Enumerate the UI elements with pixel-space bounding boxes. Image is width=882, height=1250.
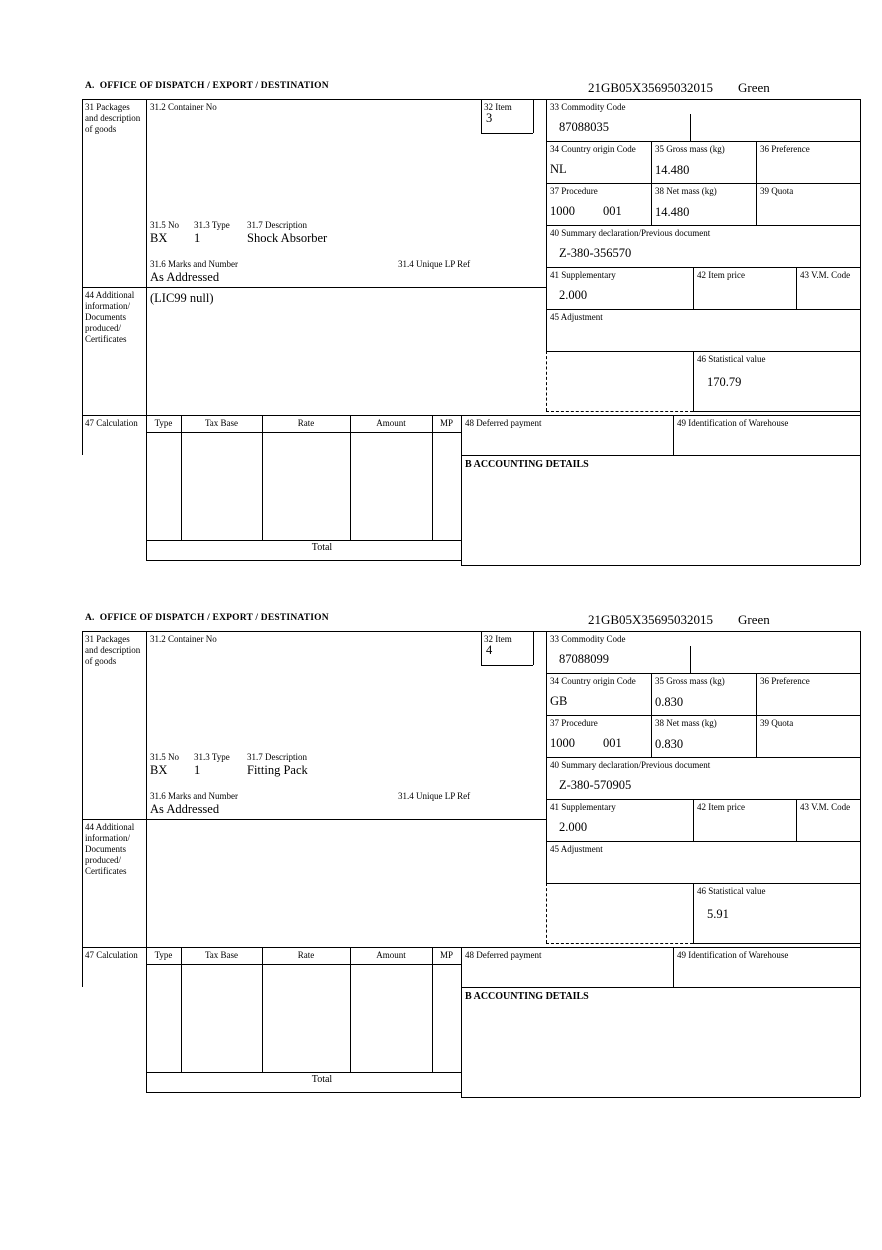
gross-mass-value: 0.830 [655,695,684,709]
form-border-line [146,415,147,560]
form-border-line [146,631,147,947]
calc-col-rate: Rate [297,418,315,428]
item-number-value: 4 [486,643,493,657]
form-border-line [693,799,694,841]
form-border-line [82,819,546,820]
form-border-line [673,947,674,987]
form-border-line [860,99,861,565]
form-border-line [146,947,147,1092]
supplementary-units-value: 2.000 [559,288,588,302]
box31-6-label: 31.6 Marks and Number [150,259,238,269]
country-origin-value: NL [550,162,567,176]
form-border-line [481,665,533,666]
box32-label: 32 Item [484,634,512,644]
box31-2-label: 31.2 Container No [150,634,217,644]
box37-label: 37 Procedure [550,718,598,728]
form-border-line [82,415,860,416]
form-border-line [693,267,694,309]
declaration-item-section-1 [82,80,862,580]
box31-2-label: 31.2 Container No [150,102,217,112]
form-border-line [82,631,83,987]
calc-col-mp: MP [439,950,453,960]
accounting-details-label: B ACCOUNTING DETAILS [465,459,589,470]
form-border-line [82,947,860,948]
box42-label: 42 Item price [697,270,745,280]
form-border-line [756,673,757,757]
form-border-line [82,99,860,100]
box48-label: 48 Deferred payment [465,418,542,428]
form-border-line [146,99,147,415]
form-border-line [693,351,694,411]
form-border-line [82,287,546,288]
box36-label: 36 Preference [760,676,810,686]
form-dashed-line [546,883,547,943]
form-border-line [651,141,652,225]
net-mass-value: 0.830 [655,737,684,751]
form-border-line [673,415,674,455]
routing-status: Green [738,612,770,627]
calc-col-type: Type [154,950,173,960]
box40-label: 40 Summary declaration/Previous document [550,760,711,770]
form-border-line [546,309,860,310]
procedure-value: 1000 [550,736,575,750]
box41-label: 41 Supplementary [550,270,616,280]
form-border-line [693,883,694,943]
box31-3-label: 31.3 Type [194,220,230,230]
form-border-line [546,267,860,268]
box47-label: 47 Calculation [85,950,138,960]
form-border-line [546,841,860,842]
package-code-value: BX [150,763,168,777]
procedure-ext-value: 001 [603,736,622,750]
movement-reference-number: 21GB05X35695032015 [588,80,713,95]
form-border-line [146,964,461,965]
form-border-line [262,947,263,1072]
box31-3-label: 31.3 Type [194,752,230,762]
form-dashed-line [546,943,693,944]
box31-5-label: 31.5 No [150,220,179,230]
calc-total-label: Total [311,1074,333,1085]
form-border-line [796,267,797,309]
box43-label: 43 V.M. Code [800,802,851,812]
box31-4-label: 31.4 Unique LP Ref [398,259,471,269]
commodity-code-divider-tick [690,646,691,673]
form-border-line [533,99,534,133]
form-border-line [146,560,461,561]
procedure-value: 1000 [550,204,575,218]
box33-label: 33 Commodity Code [550,102,626,112]
previous-document-value: Z-380-356570 [559,246,632,260]
accounting-details-label: B ACCOUNTING DETAILS [465,991,589,1002]
form-border-line [82,99,83,455]
movement-reference-number: 21GB05X35695032015 [588,612,713,627]
form-border-line [546,673,860,674]
box32-label: 32 Item [484,102,512,112]
form-border-line [546,883,860,884]
form-border-line [181,947,182,1072]
form-border-line [146,1092,461,1093]
item-number-value: 3 [486,111,493,125]
form-border-line [756,141,757,225]
form-border-line [146,432,461,433]
box31-label: 31 Packages and description of goods [85,102,141,134]
calc-col-type: Type [154,418,173,428]
commodity-code-value: 87088099 [559,652,609,666]
form-border-line [546,351,860,352]
box39-label: 39 Quota [760,718,794,728]
calc-col-tax-base: Tax Base [204,950,239,960]
form-border-line [146,1072,461,1073]
package-code-value: BX [150,231,168,245]
form-border-line [461,1097,860,1098]
calc-col-amount: Amount [376,950,406,960]
form-border-line [546,799,860,800]
procedure-ext-value: 001 [603,204,622,218]
form-border-line [461,455,860,456]
calc-col-mp: MP [439,418,453,428]
calc-col-tax-base: Tax Base [204,418,239,428]
form-border-line [350,947,351,1072]
form-border-line [461,987,860,988]
package-count-value: 1 [194,763,201,777]
box43-label: 43 V.M. Code [800,270,851,280]
form-dashed-line [546,411,693,412]
box33-label: 33 Commodity Code [550,634,626,644]
form-border-line [546,141,860,142]
box31-6-label: 31.6 Marks and Number [150,791,238,801]
goods-description-value: Shock Absorber [247,231,328,245]
box44-label: 44 Additional information/ Documents produced/ Certificates [85,822,135,876]
form-border-line [651,673,652,757]
form-border-line [146,540,461,541]
net-mass-value: 14.480 [655,205,690,219]
box38-label: 38 Net mass (kg) [655,718,717,728]
box40-label: 40 Summary declaration/Previous document [550,228,711,238]
box38-label: 38 Net mass (kg) [655,186,717,196]
box46-label: 46 Statistical value [697,354,766,364]
box31-7-label: 31.7 Description [247,220,307,230]
box34-label: 34 Country origin Code [550,144,636,154]
box35-label: 35 Gross mass (kg) [655,676,725,686]
office-of-dispatch-heading: A. OFFICE OF DISPATCH / EXPORT / DESTINATION [85,613,329,623]
box41-label: 41 Supplementary [550,802,616,812]
form-border-line [546,715,860,716]
box48-label: 48 Deferred payment [465,950,542,960]
form-border-line [82,631,860,632]
box44-label: 44 Additional information/ Documents produced/ Certificates [85,290,135,344]
form-border-line [461,565,860,566]
statistical-value: 5.91 [707,907,729,921]
form-border-line [481,133,533,134]
commodity-code-value: 87088035 [559,120,609,134]
form-border-line [350,415,351,540]
box31-5-label: 31.5 No [150,752,179,762]
form-border-line [693,411,860,412]
box34-label: 34 Country origin Code [550,676,636,686]
form-border-line [262,415,263,540]
commodity-code-divider-tick [690,114,691,141]
form-border-line [546,757,860,758]
box31-label: 31 Packages and description of goods [85,634,141,666]
marks-value: As Addressed [150,802,220,816]
office-of-dispatch-heading: A. OFFICE OF DISPATCH / EXPORT / DESTINATION [85,81,329,91]
form-dashed-line [546,351,547,411]
routing-status: Green [738,80,770,95]
calc-col-rate: Rate [297,950,315,960]
box39-label: 39 Quota [760,186,794,196]
box49-label: 49 Identification of Warehouse [677,950,789,960]
form-border-line [432,415,433,540]
additional-info-value: (LIC99 null) [150,291,214,305]
box45-label: 45 Adjustment [550,844,603,854]
statistical-value: 170.79 [707,375,742,389]
form-border-line [546,225,860,226]
form-border-line [481,99,482,133]
form-border-line [432,947,433,1072]
form-border-line [693,943,860,944]
box49-label: 49 Identification of Warehouse [677,418,789,428]
declaration-item-section-2 [82,612,862,1112]
form-border-line [860,631,861,1097]
goods-description-value: Fitting Pack [247,763,308,777]
calc-col-amount: Amount [376,418,406,428]
previous-document-value: Z-380-570905 [559,778,632,792]
box37-label: 37 Procedure [550,186,598,196]
form-border-line [546,183,860,184]
box35-label: 35 Gross mass (kg) [655,144,725,154]
package-count-value: 1 [194,231,201,245]
form-border-line [181,415,182,540]
form-border-line [481,631,482,665]
supplementary-units-value: 2.000 [559,820,588,834]
box45-label: 45 Adjustment [550,312,603,322]
box42-label: 42 Item price [697,802,745,812]
form-border-line [533,631,534,665]
box36-label: 36 Preference [760,144,810,154]
box47-label: 47 Calculation [85,418,138,428]
box31-7-label: 31.7 Description [247,752,307,762]
box31-4-label: 31.4 Unique LP Ref [398,791,471,801]
box46-label: 46 Statistical value [697,886,766,896]
gross-mass-value: 14.480 [655,163,690,177]
form-border-line [796,799,797,841]
marks-value: As Addressed [150,270,220,284]
calc-total-label: Total [311,542,333,553]
country-origin-value: GB [550,694,568,708]
